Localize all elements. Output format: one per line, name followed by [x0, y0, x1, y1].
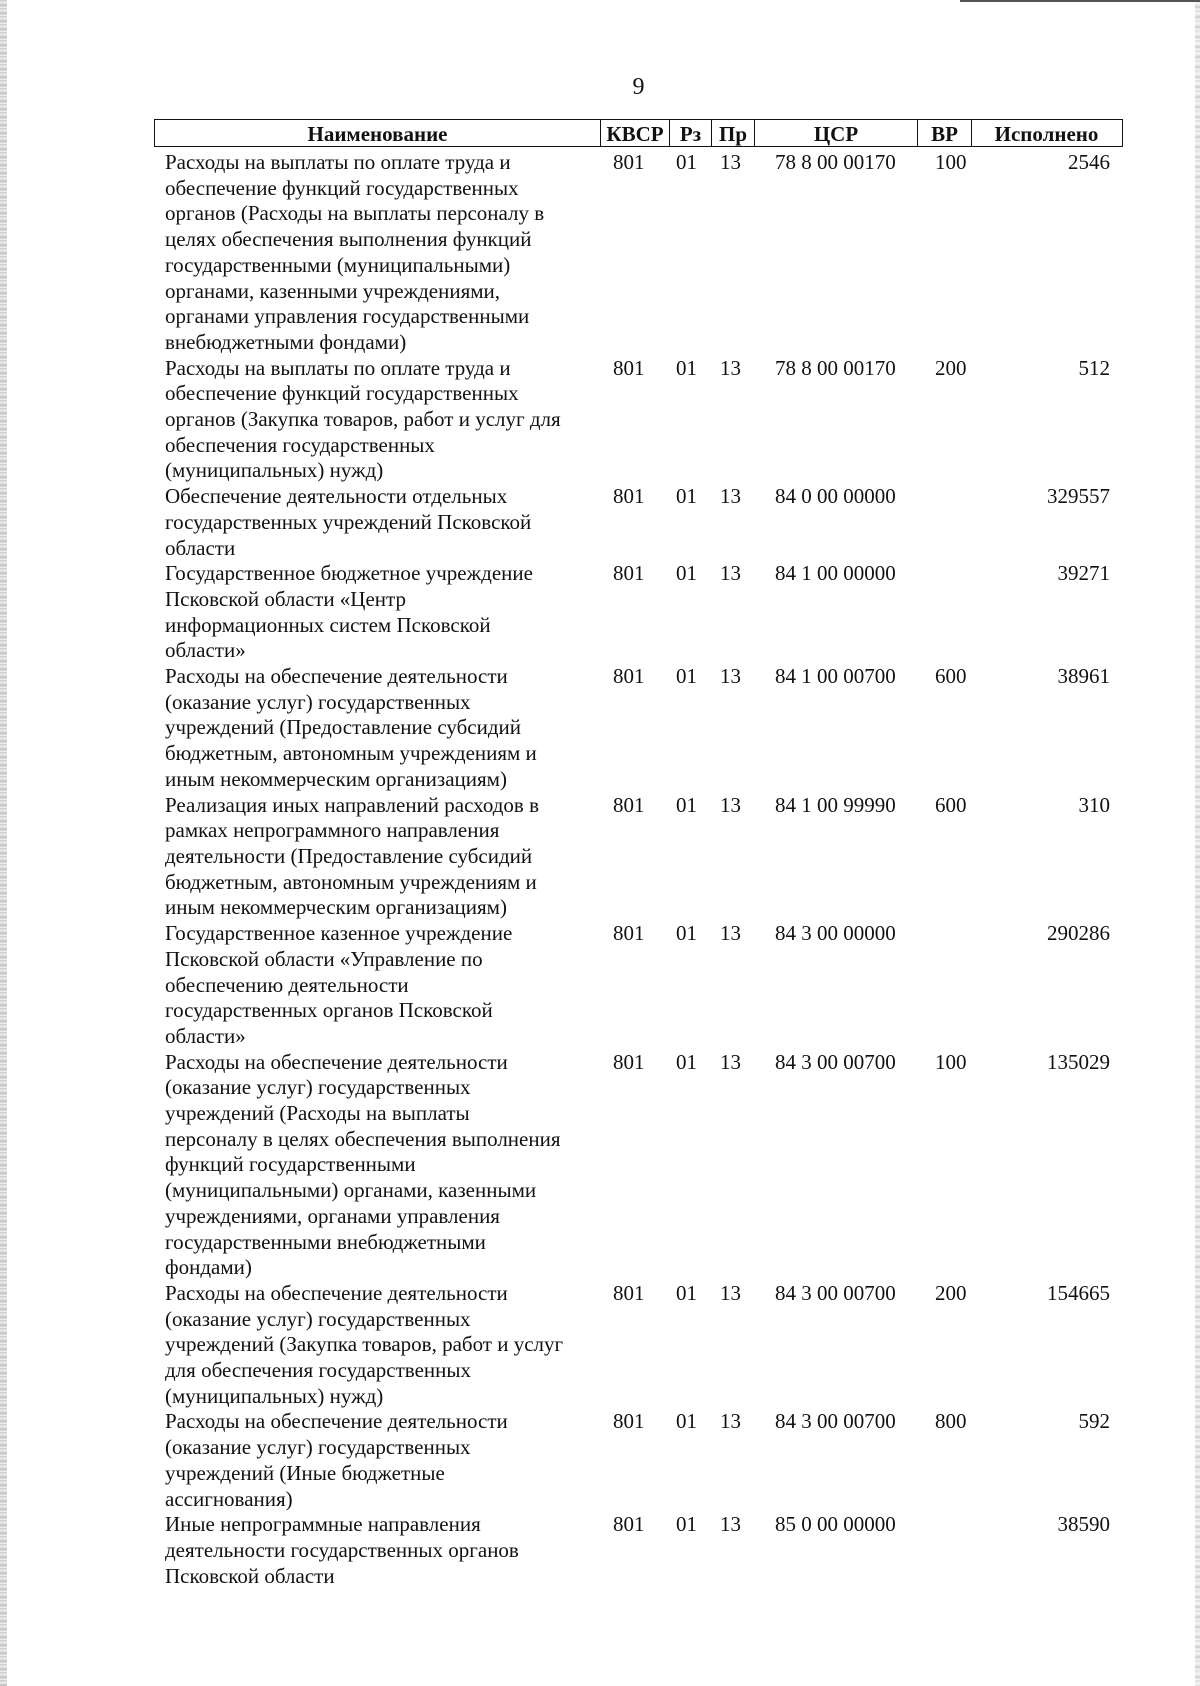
cell-ispolneno: 512	[1078, 355, 1110, 380]
cell-name: Расходы на обеспечение деятельности (оказание услуг) государственных учреждений (Расходы на выплаты персоналу в целях обеспечения выполнения функций государственными (муниципальными) органами, казенными учреждениями, органами управления государственными внебюджетными фондами)	[165, 1049, 561, 1280]
cell-ispolneno: 135029	[1047, 1049, 1110, 1074]
cell-rz: 01	[676, 150, 697, 174]
cell-csr: 84 3 00 00700	[775, 1280, 896, 1305]
header-rz: Рз	[669, 120, 711, 146]
cell-kvsr: 801	[613, 561, 645, 586]
cell-ispolneno: 592	[1078, 1409, 1110, 1434]
cell-name: Расходы на обеспечение деятельности (оказание услуг) государственных учреждений (Предоставление субсидий бюджетным, автономным учреждениям и иным некоммерческим организациям)	[165, 664, 537, 791]
cell-rz: 01	[676, 1280, 697, 1305]
cell-vr: 200	[935, 1280, 967, 1305]
cell-pr: 13	[720, 484, 741, 509]
cell-kvsr: 801	[613, 1280, 645, 1305]
table-row	[0, 1281, 1200, 1410]
cell-rz: 01	[676, 355, 697, 380]
cell-csr: 84 3 00 00700	[775, 1409, 896, 1434]
table-row	[0, 561, 1200, 664]
cell-name: Государственное казенное учреждение Псковской области «Управление по обеспечению деятельности государственных органов Псковской области»	[165, 921, 513, 1048]
header-kvsr: КВСР	[600, 120, 669, 146]
scan-top-line	[960, 0, 1200, 2]
cell-rz: 01	[676, 664, 697, 689]
cell-ispolneno: 290286	[1047, 921, 1110, 946]
cell-rz: 01	[676, 1409, 697, 1434]
cell-ispolneno: 2546	[1068, 150, 1110, 174]
cell-kvsr: 801	[613, 355, 645, 380]
cell-pr: 13	[720, 1049, 741, 1074]
table-row	[0, 921, 1200, 1050]
cell-csr: 84 0 00 00000	[775, 484, 896, 509]
header-vr: ВР	[917, 120, 971, 146]
cell-vr: 600	[935, 664, 967, 689]
cell-name: Обеспечение деятельности отдельных государственных учреждений Псковской области	[165, 484, 532, 560]
cell-name: Иные непрограммные направления деятельности государственных органов Псковской области	[165, 1512, 519, 1588]
cell-pr: 13	[720, 792, 741, 817]
cell-csr: 78 8 00 00170	[775, 150, 896, 174]
cell-vr: 600	[935, 792, 967, 817]
cell-rz: 01	[676, 561, 697, 586]
header-pr: Пр	[711, 120, 754, 146]
header-ispolneno: Исполнено	[971, 120, 1121, 146]
cell-pr: 13	[720, 921, 741, 946]
cell-rz: 01	[676, 484, 697, 509]
cell-kvsr: 801	[613, 1409, 645, 1434]
header-name: Наименование	[307, 122, 448, 146]
cell-csr: 84 1 00 99990	[775, 792, 896, 817]
cell-pr: 13	[720, 561, 741, 586]
cell-csr: 84 1 00 00000	[775, 561, 896, 586]
cell-kvsr: 801	[613, 921, 645, 946]
cell-rz: 01	[676, 792, 697, 817]
table-body	[0, 150, 1200, 1589]
cell-pr: 13	[720, 150, 741, 174]
table-header	[154, 119, 1123, 147]
cell-ispolneno: 38961	[1057, 664, 1110, 689]
cell-vr: 100	[935, 1049, 967, 1074]
cell-csr: 85 0 00 00000	[775, 1512, 896, 1537]
cell-ispolneno: 329557	[1047, 484, 1110, 509]
table-row	[0, 356, 1200, 485]
cell-csr: 84 3 00 00000	[775, 921, 896, 946]
cell-ispolneno: 154665	[1047, 1280, 1110, 1305]
cell-pr: 13	[720, 1409, 741, 1434]
cell-name: Реализация иных направлений расходов в рамках непрограммного направления деятельности (Предоставление субсидий бюджетным, автономным учреждениям и иным некоммерческим организациям)	[165, 792, 540, 920]
cell-csr: 78 8 00 00170	[775, 355, 896, 380]
table-row	[0, 664, 1200, 793]
header-csr: ЦСР	[754, 120, 917, 146]
cell-name: Государственное бюджетное учреждение Псковской области «Центр информационных систем Псковской области»	[165, 561, 533, 663]
cell-csr: 84 1 00 00700	[775, 664, 896, 689]
cell-kvsr: 801	[613, 664, 645, 689]
cell-name: Расходы на обеспечение деятельности (оказание услуг) государственных учреждений (Закупка товаров, работ и услуг для обеспечения государственных (муниципальных) нужд)	[165, 1280, 564, 1408]
table-row	[0, 793, 1200, 922]
cell-pr: 13	[720, 1512, 741, 1537]
cell-ispolneno: 38590	[1057, 1512, 1110, 1537]
cell-kvsr: 801	[613, 150, 645, 174]
cell-rz: 01	[676, 1049, 697, 1074]
cell-vr: 100	[935, 150, 967, 174]
cell-name: Расходы на обеспечение деятельности (оказание услуг) государственных учреждений (Иные бюджетные ассигнования)	[165, 1409, 508, 1511]
table-row	[0, 1050, 1200, 1281]
table-row	[0, 150, 1200, 356]
cell-pr: 13	[720, 1280, 741, 1305]
table-row	[0, 1409, 1200, 1512]
cell-pr: 13	[720, 355, 741, 380]
cell-rz: 01	[676, 921, 697, 946]
cell-rz: 01	[676, 1512, 697, 1537]
cell-name: Расходы на выплаты по оплате труда и обеспечение функций государственных органов (Расходы на выплаты персоналу в целях обеспечения выполнения функций государственными (муниципальными) органами, казенными учреждениями, органами управления государственными внебюджетными фондами)	[165, 150, 545, 354]
cell-name: Расходы на выплаты по оплате труда и обеспечение функций государственных органов (Закупка товаров, работ и услуг для обеспечения государственных (муниципальных) нужд)	[165, 355, 561, 483]
table-row	[0, 1512, 1200, 1589]
cell-vr: 200	[935, 355, 967, 380]
cell-kvsr: 801	[613, 1512, 645, 1537]
table-row	[0, 484, 1200, 561]
cell-csr: 84 3 00 00700	[775, 1049, 896, 1074]
page-number: 9	[632, 74, 645, 100]
cell-kvsr: 801	[613, 792, 645, 817]
cell-vr: 800	[935, 1409, 967, 1434]
cell-pr: 13	[720, 664, 741, 689]
cell-kvsr: 801	[613, 1049, 645, 1074]
cell-kvsr: 801	[613, 484, 645, 509]
cell-ispolneno: 310	[1078, 792, 1110, 817]
cell-ispolneno: 39271	[1057, 561, 1110, 586]
